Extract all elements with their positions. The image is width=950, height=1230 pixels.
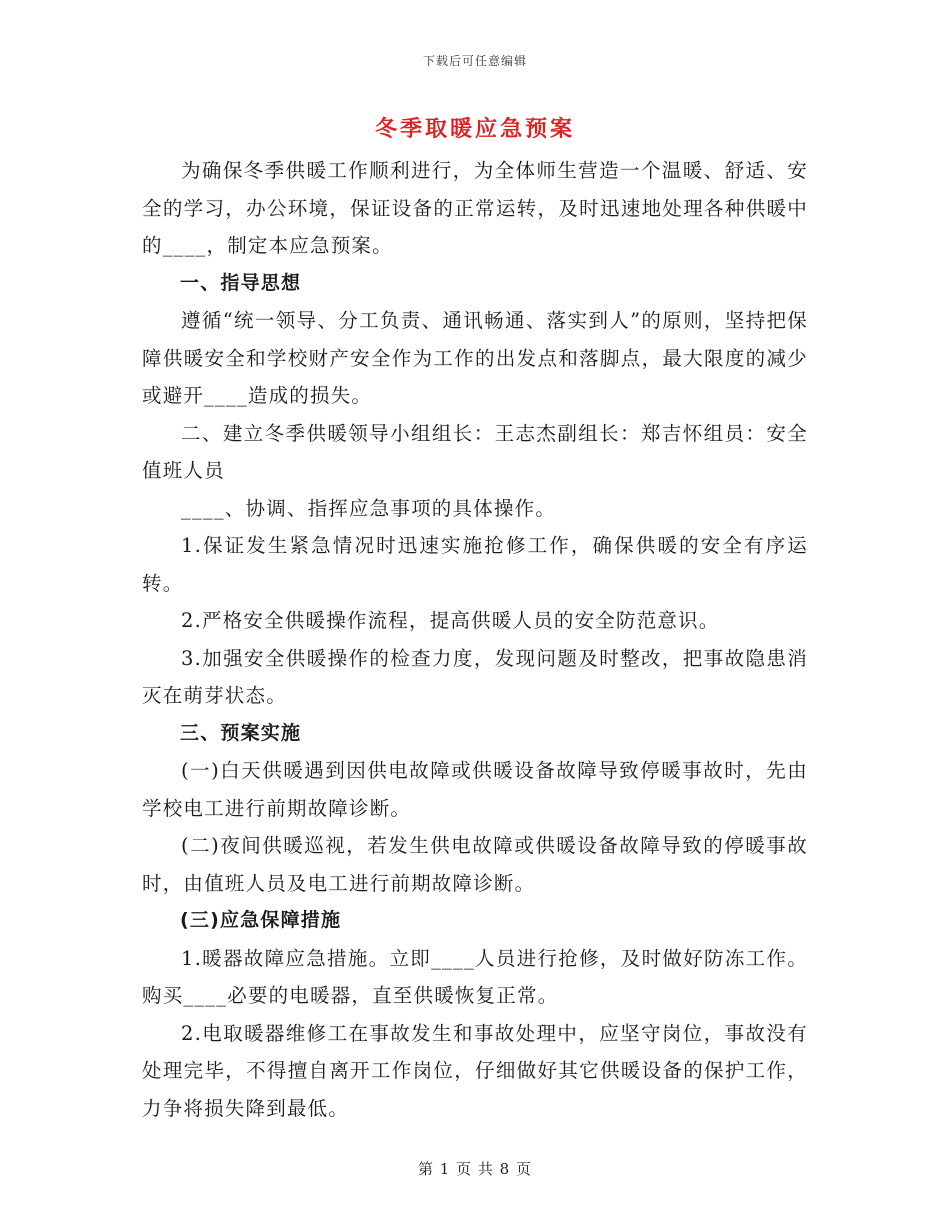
nighttime-paragraph: (二)夜间供暖巡视，若发生供电故障或供暖设备故障导致的停暖事故时，由值班人员及电工进行前期故障诊断。 <box>142 834 808 895</box>
section-heading-guiding-principle: 一、指导思想 <box>180 271 302 294</box>
measure-item-2: 2.电取暖器维修工在事故发生和事故处理中，应坚守岗位，事故没有处理完毕，不得擅自离开工作岗位，仔细做好其它供暖设备的保护工作，力争将损失降到最低。 <box>142 1021 808 1120</box>
page-number: 第 1 页 共 8 页 <box>418 1160 532 1178</box>
document-title: 冬季取暖应急预案 <box>374 116 575 142</box>
coordination-paragraph: ____、协调、指挥应急事项的具体操作。 <box>181 496 557 520</box>
list-item-3: 3.加强安全供暖操作的检查力度，发现问题及时整改，把事故隐患消灭在萌芽状态。 <box>142 646 808 707</box>
document-body <box>142 152 808 1127</box>
measure-item-1: 1.暖器故障应急措施。立即____人员进行抢修，及时做好防冻工作。购买____必要的电暖器，直至供暖恢复正常。 <box>142 946 808 1007</box>
list-item-1: 1.保证发生紧急情况时迅速实施抢修工作，确保供暖的安全有序运转。 <box>142 534 808 595</box>
subheading-emergency-measures: (三)应急保障措施 <box>180 909 342 931</box>
intro-paragraph: 为确保冬季供暖工作顺利进行，为全体师生营造一个温暖、舒适、安全的学习，办公环境，保证设备的正常运转，及时迅速地处理各种供暖中的____，制定本应急预案。 <box>142 159 808 257</box>
section-heading-implementation: 三、预案实施 <box>180 721 302 744</box>
header-note: 下载后可任意编辑 <box>422 54 527 68</box>
principle-paragraph: 遵循“统一领导、分工负责、通讯畅通、落实到人”的原则，坚持把保障供暖安全和学校财产安全作为工作的出发点和落脚点，最大限度的减少或避开____造成的损失。 <box>142 309 808 407</box>
daytime-paragraph: (一)白天供暖遇到因供电故障或供暖设备故障导致停暖事故时，先由学校电工进行前期故障诊断。 <box>142 759 808 820</box>
section-heading-leadership-group: 二、建立冬季供暖领导小组组长：王志杰副组长：郑吉怀组员：安全值班人员 <box>142 421 808 482</box>
list-item-2: 2.严格安全供暖操作流程，提高供暖人员的安全防范意识。 <box>181 609 720 632</box>
